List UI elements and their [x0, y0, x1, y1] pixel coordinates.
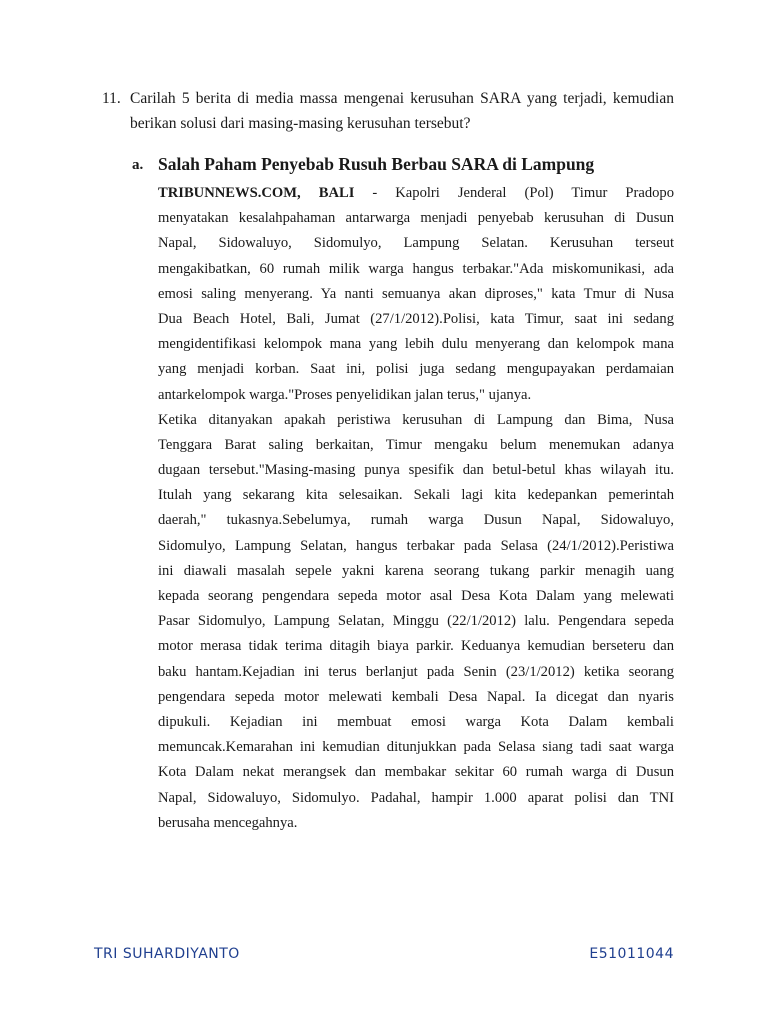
article-line: dugaan tersebut."Masing-masing punya spesifik dan betul-betul khas wilayah itu. — [158, 462, 674, 479]
section-title: Salah Paham Penyebab Rusuh Berbau SARA di Lampung — [158, 154, 595, 174]
article-line: Napal, Sidowaluyo, Sidomulyo, Lampung Selatan. Kerusuhan terseut — [158, 235, 674, 252]
article-line: antarkelompok warga."Proses penyelidikan jalan terus," ujanya. — [158, 386, 532, 403]
article-paragraph-1 — [158, 181, 674, 408]
article-line: baku hantam.Kejadian ini terus berlanjut pada Senin (23/1/2012) ketika seorang — [158, 663, 674, 680]
article-line: Kota Dalam nekat merangsek dan membakar sekitar 60 rumah warga di Dusun — [158, 764, 674, 781]
article-line: memuncak.Kemarahan ini kemudian ditunjukkan pada Selasa siang tadi saat warga — [158, 739, 674, 756]
article-line: pengendara sepeda motor melewati kembali Desa Napal. Ia dicegat dan nyaris — [158, 688, 674, 705]
question — [104, 86, 674, 136]
article-line: motor merasa tidak terima ditagih biaya parkir. Keduanya kemudian berseteru dan — [158, 638, 674, 655]
article-line: daerah," tukasnya.Sebelumya, rumah warga Dusun Napal, Sidowaluyo, — [158, 512, 674, 529]
article-body — [158, 181, 674, 836]
article-line: Itulah yang sekarang kita selesaikan. Sekali lagi kita kedepankan pemerintah — [158, 487, 674, 504]
footer-author-name: TRI SUHARDIYANTO — [94, 946, 240, 962]
section-letter: a. — [132, 157, 144, 173]
article-line: berusaha mencegahnya. — [158, 814, 298, 831]
article-line: Pasar Sidomulyo, Lampung Selatan, Minggu (22/1/2012) lalu. Pengendara sepeda — [158, 613, 674, 630]
article-line-text: - Kapolri Jenderal (Pol) Timur Pradopo — [354, 185, 675, 201]
question-number: 11. — [102, 90, 121, 107]
article-line: Napal, Sidowaluyo, Sidomulyo. Padahal, hampir 1.000 aparat polisi dan TNI — [158, 789, 674, 806]
article-line: dipukuli. Kejadian ini membuat emosi warga Kota Dalam kembali — [158, 713, 674, 730]
article-line: yang menjadi korban. Saat ini, polisi juga sedang mengupayakan perdamaian — [158, 361, 674, 378]
article-line: mengakibatkan, 60 rumah milik warga hangus terbakar."Ada miskomunikasi, ada — [158, 260, 674, 277]
article-line: Dua Beach Hotel, Bali, Jumat (27/1/2012).Polisi, kata Timur, saat ini sedang — [158, 310, 674, 327]
footer-author-id: E51011044 — [589, 946, 674, 962]
article-line: menyatakan kesalahpahaman antarwarga menjadi penyebab kerusuhan di Dusun — [158, 210, 674, 227]
article-line: ini diawali masalah sepele yakni karena seorang tukang parkir menagih uang — [158, 562, 674, 579]
article-line: Tenggara Barat saling berkaitan, Timur mengaku belum menemukan adanya — [158, 436, 674, 453]
question-text: Carilah 5 berita di media massa mengenai kerusuhan SARA yang terjadi, kemudian berikan solusi dari masing-masing kerusuhan tersebut? — [130, 90, 674, 132]
article-line: Ketika ditanyakan apakah peristiwa kerusuhan di Lampung dan Bima, Nusa — [158, 411, 674, 428]
article-line: Sidomulyo, Lampung Selatan, hangus terbakar pada Selasa (24/1/2012).Peristiwa — [158, 537, 674, 554]
article-line — [158, 181, 674, 206]
article-line: emosi saling menyerang. Ya nanti semuanya akan diproses," kata Tmur di Nusa — [158, 285, 674, 302]
article-paragraph-2 — [158, 408, 674, 836]
article-lead: TRIBUNNEWS.COM, BALI — [158, 185, 355, 201]
article-line: kepada seorang pengendara sepeda motor asal Desa Kota Dalam yang melewati — [158, 588, 674, 604]
article-line: mengidentifikasi kelompok mana yang lebih dulu menyerang dan kelompok mana — [158, 336, 674, 353]
